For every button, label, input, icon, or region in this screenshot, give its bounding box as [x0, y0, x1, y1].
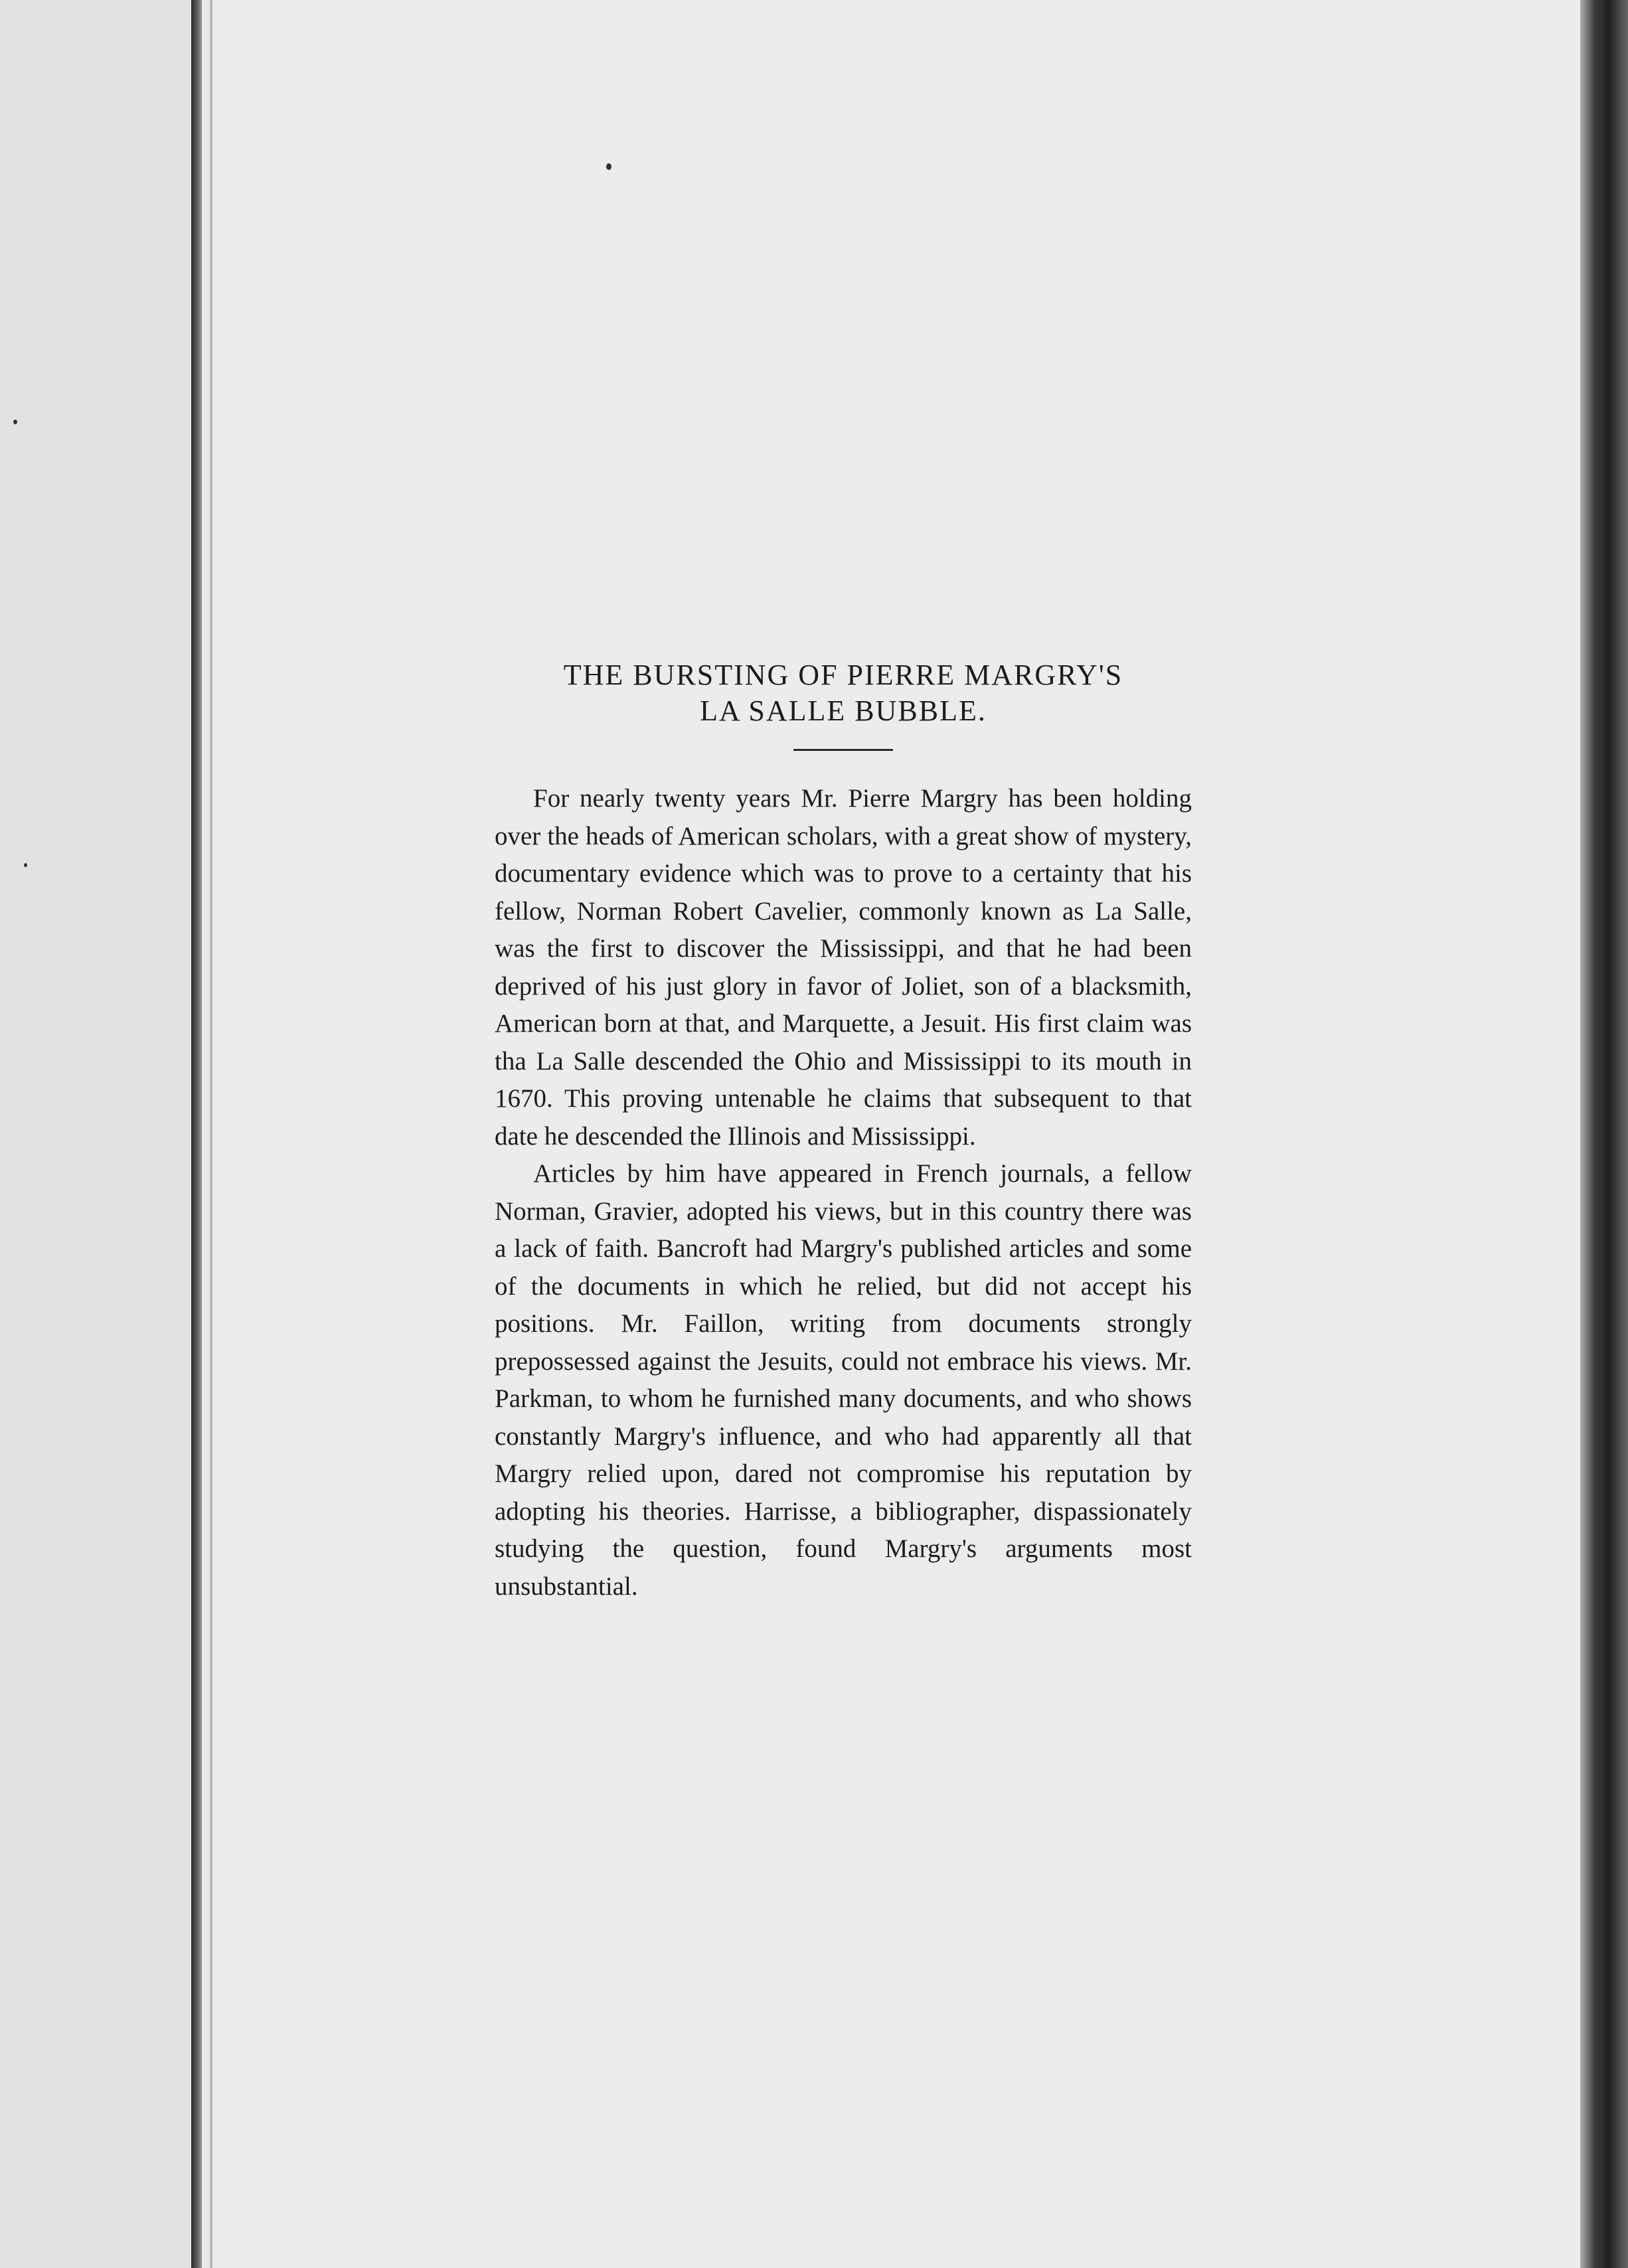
- title-line-2: LA SALLE BUBBLE.: [700, 694, 987, 727]
- paragraph-2: Articles by him have appeared in French journals, a fellow Norman, Gravier, adopted his views, but in this country there was a lack of faith. Bancroft had Margry's published articles and some of the documents in which he relied, but did not accept his positions. Mr. Faillon, writing from documents strongly prepossessed against the Jesuits, could not embrace his views. Mr. Parkman, to whom he furnished many documents, and who shows constantly Margry's influence, and who had apparently all that Margry relied upon, dared not compromise his reputation by adopting his theories. Harrisse, a bibliographer, dispassionately studying the question, found Margry's arguments most unsubstantial.: [495, 1159, 1192, 1601]
- title-line-1: THE BURSTING OF PIERRE MARGRY'S: [563, 659, 1123, 691]
- title-divider: [793, 749, 893, 751]
- ink-speck: [24, 863, 27, 867]
- ink-speck: [606, 163, 611, 170]
- book-gutter-shadow: [191, 0, 202, 2268]
- article-title: [495, 657, 1192, 729]
- left-page-edge: [0, 0, 193, 2268]
- ink-speck: [13, 420, 17, 424]
- right-page-edge: [1580, 0, 1628, 2268]
- paragraph-1: For nearly twenty years Mr. Pierre Margry has been holding over the heads of American scholars, with a great show of mystery, documentary evidence which was to prove to a certainty that his fellow, Norman Robert Cavelier, commonly known as La Salle, was the first to discover the Mississippi, and that he had been deprived of his just glory in favor of Joliet, son of a blacksmith, American born at that, and Marquette, a Jesuit. His first claim was tha La Salle descended the Ohio and Mississippi to its mouth in 1670. This proving untenable he claims that subsequent to that date he descended the Illinois and Mississippi.: [495, 784, 1192, 1151]
- article-body: [495, 657, 1192, 1605]
- gutter-line: [210, 0, 212, 2268]
